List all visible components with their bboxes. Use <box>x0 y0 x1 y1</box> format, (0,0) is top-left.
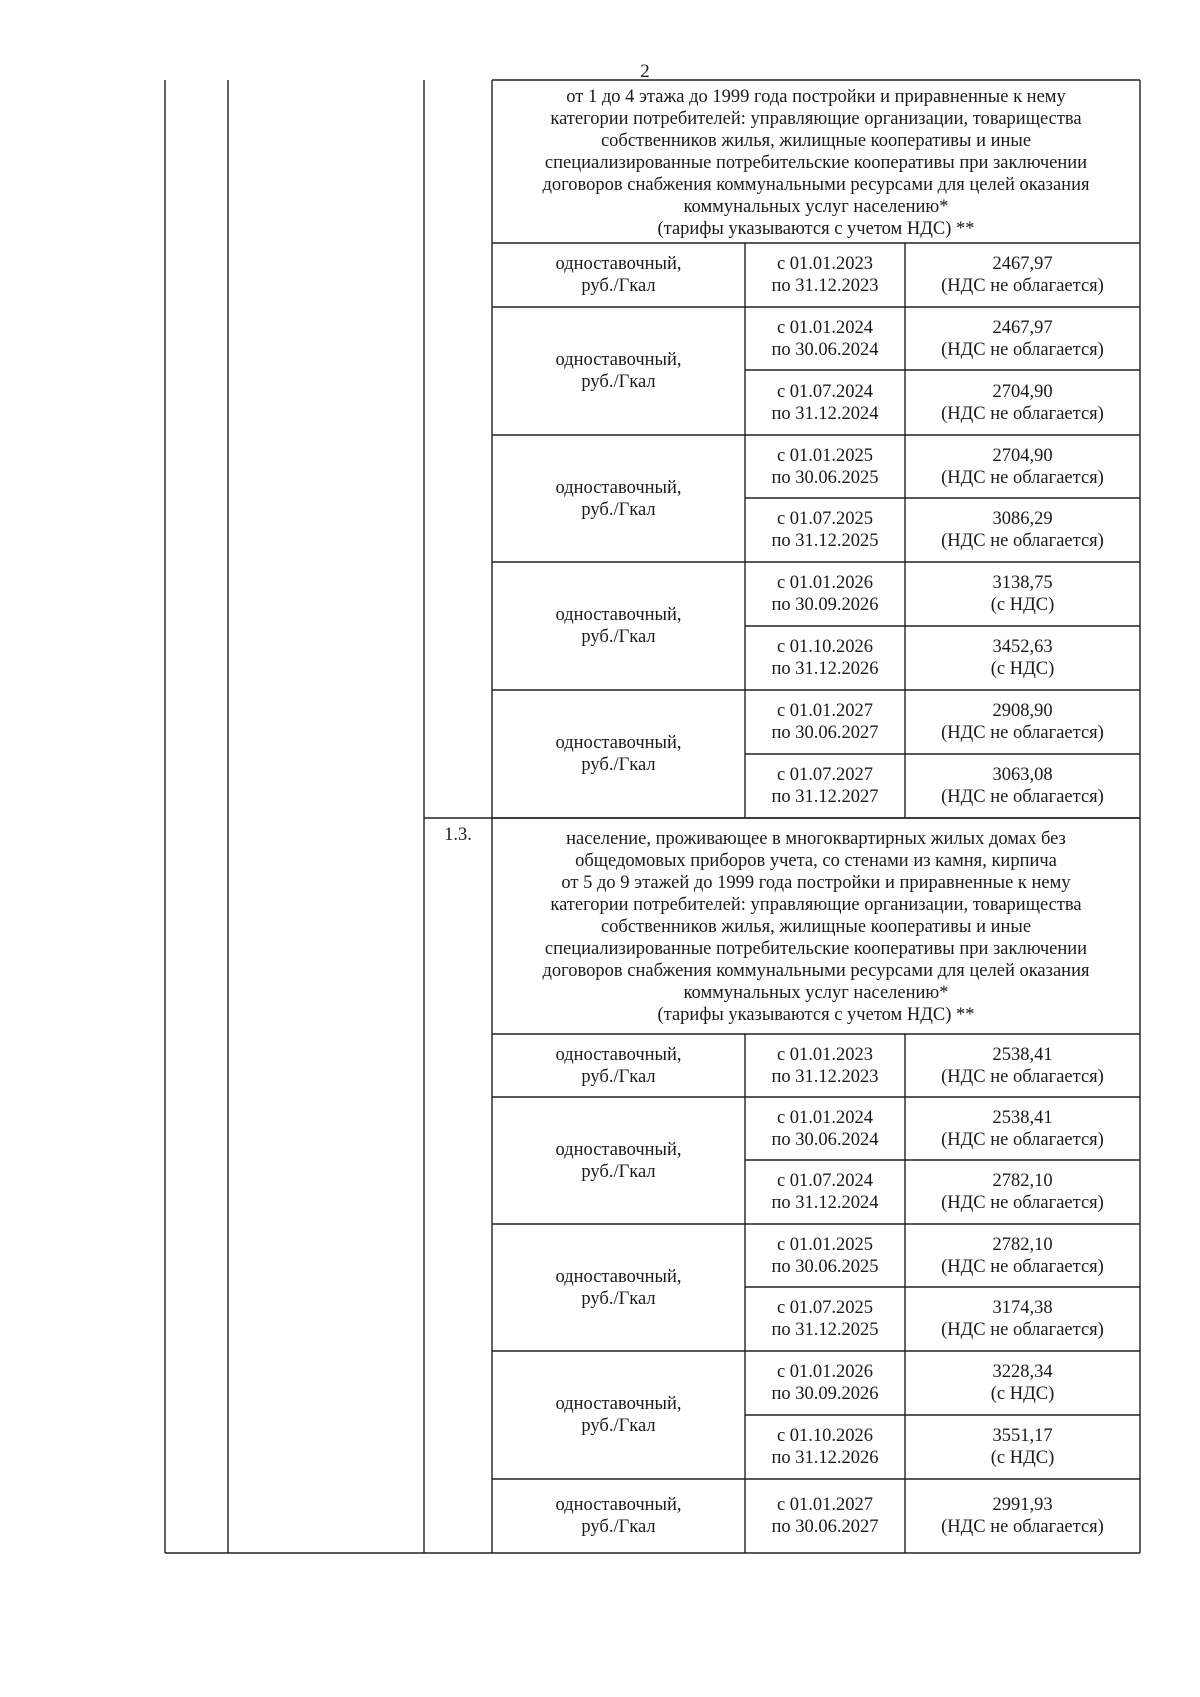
tariff-period-line: с 01.01.2023 <box>776 1044 874 1065</box>
tariff-value <box>905 1479 1140 1553</box>
section-header-line: категории потребителей: управляющие организации, товарищества <box>550 108 1082 129</box>
tariff-period-line: с 01.07.2024 <box>776 381 874 402</box>
tariff-value <box>905 1287 1140 1351</box>
tariff-period-line: с 01.10.2026 <box>776 1426 874 1446</box>
tariff-type-line: руб./Гкал <box>581 499 656 520</box>
tariff-value <box>905 1351 1140 1415</box>
tariff-value <box>905 370 1140 435</box>
tariff-period-line: с 01.01.2026 <box>776 1362 874 1382</box>
tariff-value-line: (с НДС) <box>990 659 1055 679</box>
tariff-type <box>492 690 745 818</box>
tariff-type-line: руб./Гкал <box>581 1066 656 1087</box>
tariff-type-line: руб./Гкал <box>581 1288 656 1309</box>
tariff-value-line: 3174,38 <box>992 1298 1053 1318</box>
tariff-value-line: (НДС не облагается) <box>941 723 1104 743</box>
section-header <box>492 82 1140 243</box>
section-header-line: договоров снабжения коммунальными ресурсами для целей оказания <box>542 174 1090 195</box>
tariff-period <box>745 1160 905 1224</box>
tariff-period-line: с 01.01.2027 <box>776 1495 874 1515</box>
tariff-period-line: по 31.12.2024 <box>771 403 879 424</box>
tariff-value-line: 3551,17 <box>992 1426 1053 1446</box>
tariff-value-line: 2538,41 <box>992 1044 1053 1065</box>
tariff-period-line: по 30.06.2027 <box>771 1517 879 1537</box>
tariff-type-line: одноставочный, <box>555 1266 682 1287</box>
tariff-value <box>905 1097 1140 1160</box>
tariff-value <box>905 1415 1140 1479</box>
tariff-period-line: по 30.06.2024 <box>771 339 879 360</box>
tariff-type <box>492 243 745 307</box>
tariff-period-line: с 01.01.2025 <box>776 1234 874 1255</box>
tariff-value-line: 3228,34 <box>992 1362 1053 1382</box>
tariff-value <box>905 690 1140 754</box>
tariff-type-line: руб./Гкал <box>581 372 656 392</box>
tariff-value-line: 2538,41 <box>992 1107 1053 1128</box>
tariff-period-line: с 01.07.2025 <box>776 509 874 529</box>
tariff-period <box>745 626 905 690</box>
tariff-period <box>745 1479 905 1553</box>
tariff-value-line: 3063,08 <box>992 765 1053 785</box>
tariff-value-line: (с НДС) <box>990 595 1055 615</box>
tariff-value-line: (НДС не облагается) <box>941 1193 1104 1213</box>
tariff-value-line: (НДС не облагается) <box>941 403 1104 424</box>
tariff-type-line: одноставочный, <box>555 733 682 753</box>
tariff-value <box>905 435 1140 498</box>
section-number: 1.3. <box>444 825 472 845</box>
tariff-type-line: руб./Гкал <box>581 1161 656 1182</box>
tariff-period-line: по 30.09.2026 <box>771 1384 879 1404</box>
tariff-type-line: одноставочный, <box>555 350 682 370</box>
tariff-period-line: по 31.12.2023 <box>771 276 879 296</box>
tariff-period <box>745 370 905 435</box>
tariff-period-line: по 31.12.2025 <box>771 1320 879 1340</box>
page-number: 2 <box>640 61 650 82</box>
tariff-period-line: по 31.12.2025 <box>771 531 879 551</box>
tariff-type-line: руб./Гкал <box>581 1517 656 1537</box>
tariff-period-line: с 01.07.2027 <box>776 765 874 785</box>
tariff-value <box>905 1224 1140 1287</box>
tariff-period <box>745 754 905 818</box>
tariff-value <box>905 562 1140 626</box>
tariff-value-line: (НДС не облагается) <box>941 1320 1104 1340</box>
tariff-value-line: 2908,90 <box>992 701 1053 721</box>
tariff-period-line: с 01.01.2026 <box>776 573 874 593</box>
tariff-period-line: по 30.06.2025 <box>771 1256 879 1277</box>
tariff-type-line: одноставочный, <box>555 1139 682 1160</box>
tariff-period <box>745 307 905 370</box>
tariff-value-line: (НДС не облагается) <box>941 339 1104 360</box>
tariff-value-line: 2467,97 <box>992 254 1053 274</box>
tariff-period-line: по 31.12.2023 <box>771 1066 879 1087</box>
tariff-value-line: 3138,75 <box>992 573 1053 593</box>
tariff-type-line: руб./Гкал <box>581 1416 656 1436</box>
section-header-line: от 1 до 4 этажа до 1999 года постройки и приравненные к нему <box>566 86 1066 107</box>
tariff-value <box>905 1034 1140 1097</box>
tariff-value-line: 2782,10 <box>992 1234 1053 1255</box>
tariff-value-line: 3086,29 <box>992 509 1053 529</box>
tariff-type <box>492 1479 745 1553</box>
tariff-type-line: руб./Гкал <box>581 627 656 647</box>
tariff-value <box>905 498 1140 562</box>
tariff-value-line: (НДС не облагается) <box>941 1129 1104 1150</box>
tariff-period <box>745 690 905 754</box>
section-header-line: договоров снабжения коммунальными ресурсами для целей оказания <box>542 961 1090 981</box>
tariff-period-line: с 01.10.2026 <box>776 637 874 657</box>
tariff-period <box>745 435 905 498</box>
section-header-line: население, проживающее в многоквартирных жилых домах без <box>566 829 1066 849</box>
tariff-period-line: по 31.12.2024 <box>771 1193 879 1213</box>
section-header-line: категории потребителей: управляющие организации, товарищества <box>550 895 1082 915</box>
tariff-type-line: руб./Гкал <box>581 276 656 296</box>
tariff-type-line: одноставочный, <box>555 1394 682 1414</box>
tariff-value <box>905 626 1140 690</box>
tariff-type <box>492 1351 745 1479</box>
tariff-value-line: (с НДС) <box>990 1384 1055 1404</box>
tariff-type <box>492 562 745 690</box>
tariff-period <box>745 1351 905 1415</box>
tariff-value-line: 2704,90 <box>992 445 1053 466</box>
tariff-type-line: одноставочный, <box>555 254 682 274</box>
tariff-value-line: 2991,93 <box>992 1495 1053 1515</box>
tariff-period-line: с 01.01.2024 <box>776 317 874 338</box>
tariff-type <box>492 307 745 435</box>
tariff-period <box>745 498 905 562</box>
tariff-type-line: руб./Гкал <box>581 755 656 775</box>
tariff-value <box>905 243 1140 307</box>
tariff-period <box>745 1415 905 1479</box>
tariff-period-line: с 01.01.2027 <box>776 701 874 721</box>
tariff-value-line: 2704,90 <box>992 381 1053 402</box>
section-header-line: коммунальных услуг населению* <box>683 196 949 217</box>
section-header <box>492 820 1140 1034</box>
tariff-period-line: с 01.01.2023 <box>776 254 874 274</box>
tariff-type <box>492 1097 745 1224</box>
tariff-period <box>745 562 905 626</box>
tariff-value-line: 2467,97 <box>992 317 1053 338</box>
tariff-period <box>745 1287 905 1351</box>
tariff-value-line: 2782,10 <box>992 1171 1053 1191</box>
tariff-type-line: одноставочный, <box>555 605 682 625</box>
tariff-type-line: одноставочный, <box>555 1044 682 1065</box>
section-header-line: специализированные потребительские кооперативы при заключении <box>544 152 1088 173</box>
tariff-period-line: по 30.09.2026 <box>771 595 879 615</box>
tariff-period-line: по 31.12.2026 <box>771 659 879 679</box>
section-header-line: (тарифы указываются с учетом НДС) ** <box>657 1005 975 1025</box>
tariff-value-line: (НДС не облагается) <box>941 276 1104 296</box>
tariff-period <box>745 1224 905 1287</box>
tariff-value <box>905 1160 1140 1224</box>
tariff-period <box>745 243 905 307</box>
tariff-value <box>905 307 1140 370</box>
tariff-value-line: (НДС не облагается) <box>941 787 1104 807</box>
tariff-period-line: по 31.12.2026 <box>771 1448 879 1468</box>
tariff-value-line: (НДС не облагается) <box>941 1256 1104 1277</box>
tariff-period <box>745 1034 905 1097</box>
tariff-period-line: с 01.07.2025 <box>776 1298 874 1318</box>
section-header-line: (тарифы указываются с учетом НДС) ** <box>657 218 975 239</box>
tariff-period-line: по 30.06.2027 <box>771 723 879 743</box>
tariff-value-line: (с НДС) <box>990 1448 1055 1468</box>
tariff-type-line: одноставочный, <box>555 1495 682 1515</box>
tariff-period-line: по 30.06.2025 <box>771 467 879 488</box>
tariff-value-line: (НДС не облагается) <box>941 531 1104 551</box>
section-header-line: специализированные потребительские кооперативы при заключении <box>544 939 1088 959</box>
tariff-period <box>745 1097 905 1160</box>
tariff-value-line: (НДС не облагается) <box>941 1517 1104 1537</box>
tariff-value-line: (НДС не облагается) <box>941 467 1104 488</box>
section-header-line: собственников жилья, жилищные кооперативы и иные <box>600 917 1032 937</box>
tariff-period-line: с 01.07.2024 <box>776 1171 874 1191</box>
tariff-type <box>492 1034 745 1097</box>
tariff-value <box>905 754 1140 818</box>
section-header-line: собственников жилья, жилищные кооперативы и иные <box>600 130 1032 151</box>
tariff-period-line: по 31.12.2027 <box>771 787 879 807</box>
section-header-line: от 5 до 9 этажей до 1999 года постройки и приравненные к нему <box>561 873 1071 893</box>
tariff-type <box>492 1224 745 1351</box>
tariff-value-line: 3452,63 <box>992 637 1053 657</box>
tariff-type-line: одноставочный, <box>555 477 682 498</box>
section-header-line: коммунальных услуг населению* <box>683 983 949 1003</box>
tariff-type <box>492 435 745 562</box>
tariff-period-line: с 01.01.2024 <box>776 1107 874 1128</box>
tariff-value-line: (НДС не облагается) <box>941 1066 1104 1087</box>
section-header-line: общедомовых приборов учета, со стенами из камня, кирпича <box>575 851 1057 871</box>
tariff-period-line: по 30.06.2024 <box>771 1129 879 1150</box>
tariff-period-line: с 01.01.2025 <box>776 445 874 466</box>
